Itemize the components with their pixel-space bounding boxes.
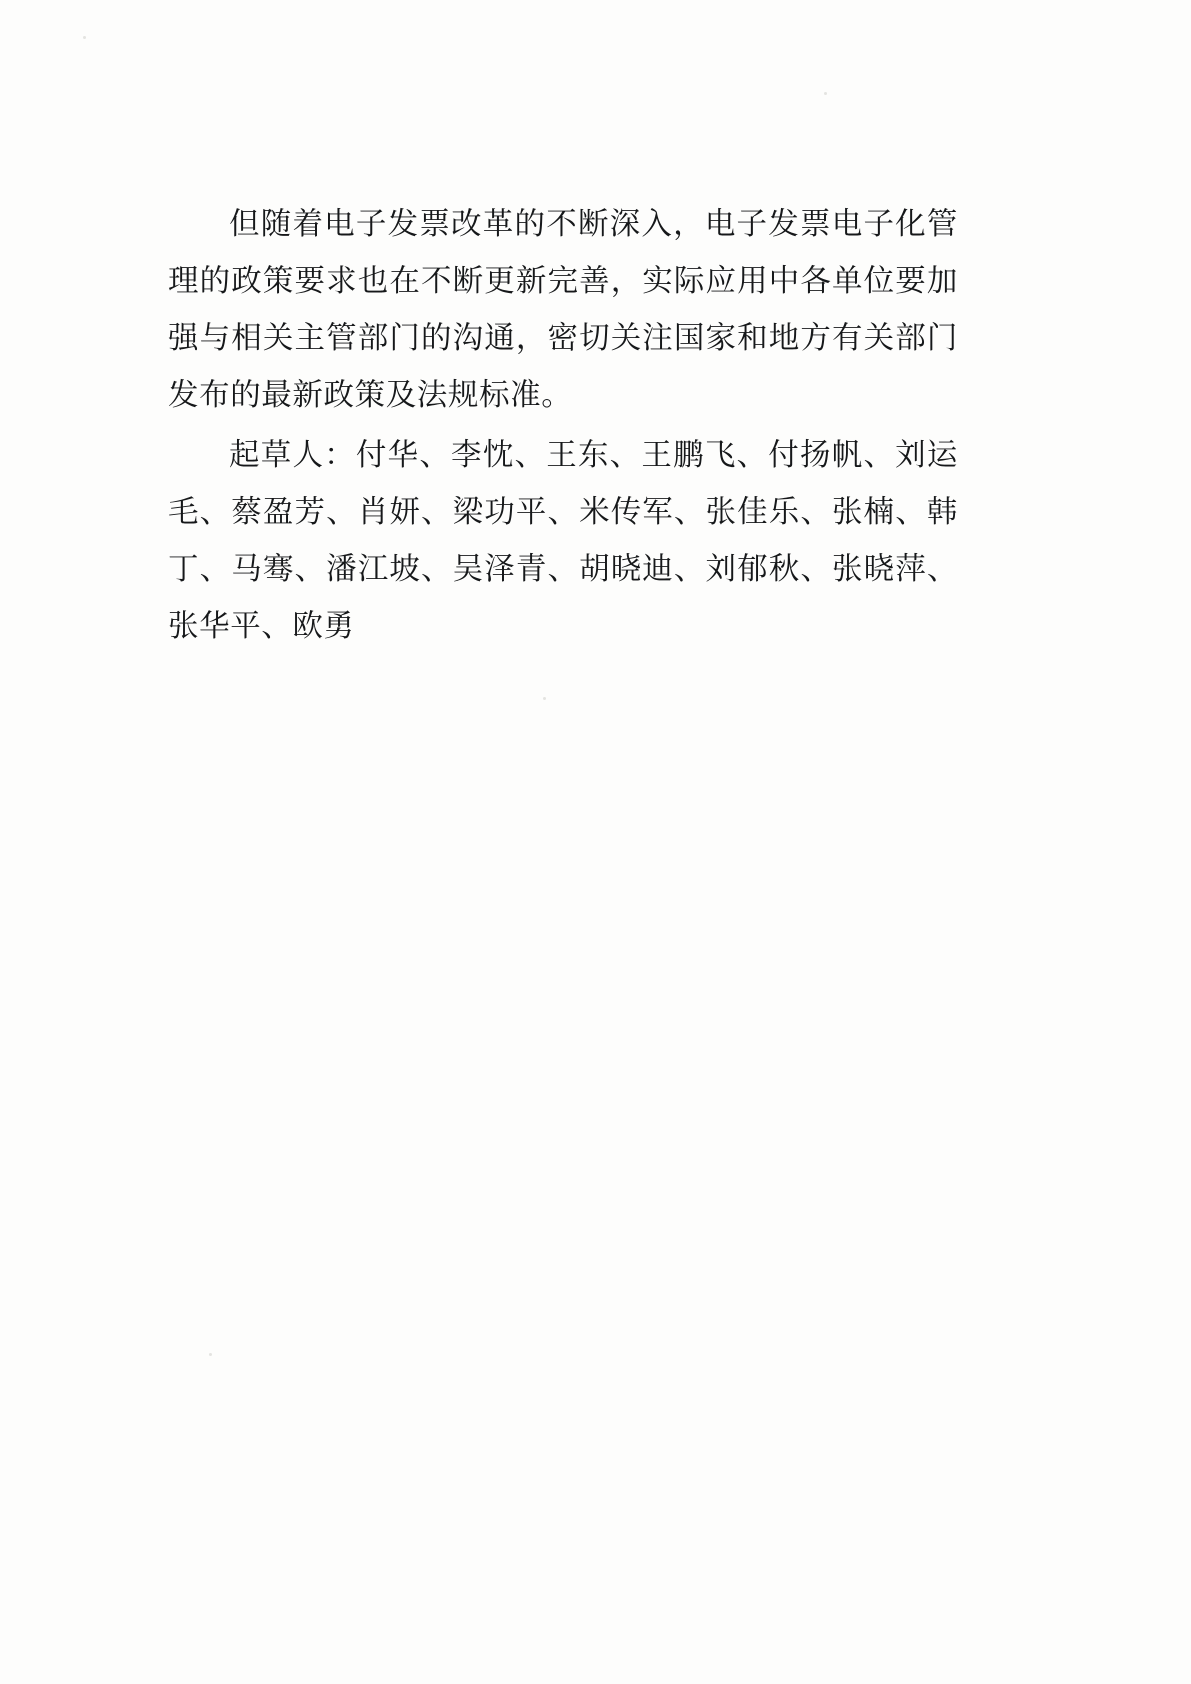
body-paragraph: 但随着电子发票改革的不断深入，电子发票电子化管理的政策要求也在不断更新完善，实际应用中各单位要加强与相关主管部门的沟通，密切关注国家和地方有关部门发布的最新政策及法规标准。 bbox=[168, 207, 958, 413]
scan-speck-icon bbox=[83, 36, 86, 39]
scan-speck-icon bbox=[543, 697, 546, 700]
scan-speck-icon bbox=[824, 92, 827, 95]
drafters-paragraph: 起草人：付华、李忱、王东、王鹏飞、付扬帆、刘运毛、蔡盈芳、肖妍、梁功平、米传军、张佳乐、张楠、韩丁、马骞、潘江坡、吴泽青、胡晓迪、刘郁秋、张晓萍、张华平、欧勇 bbox=[168, 438, 958, 644]
document-body bbox=[168, 196, 958, 658]
scan-speck-icon bbox=[209, 1353, 212, 1356]
